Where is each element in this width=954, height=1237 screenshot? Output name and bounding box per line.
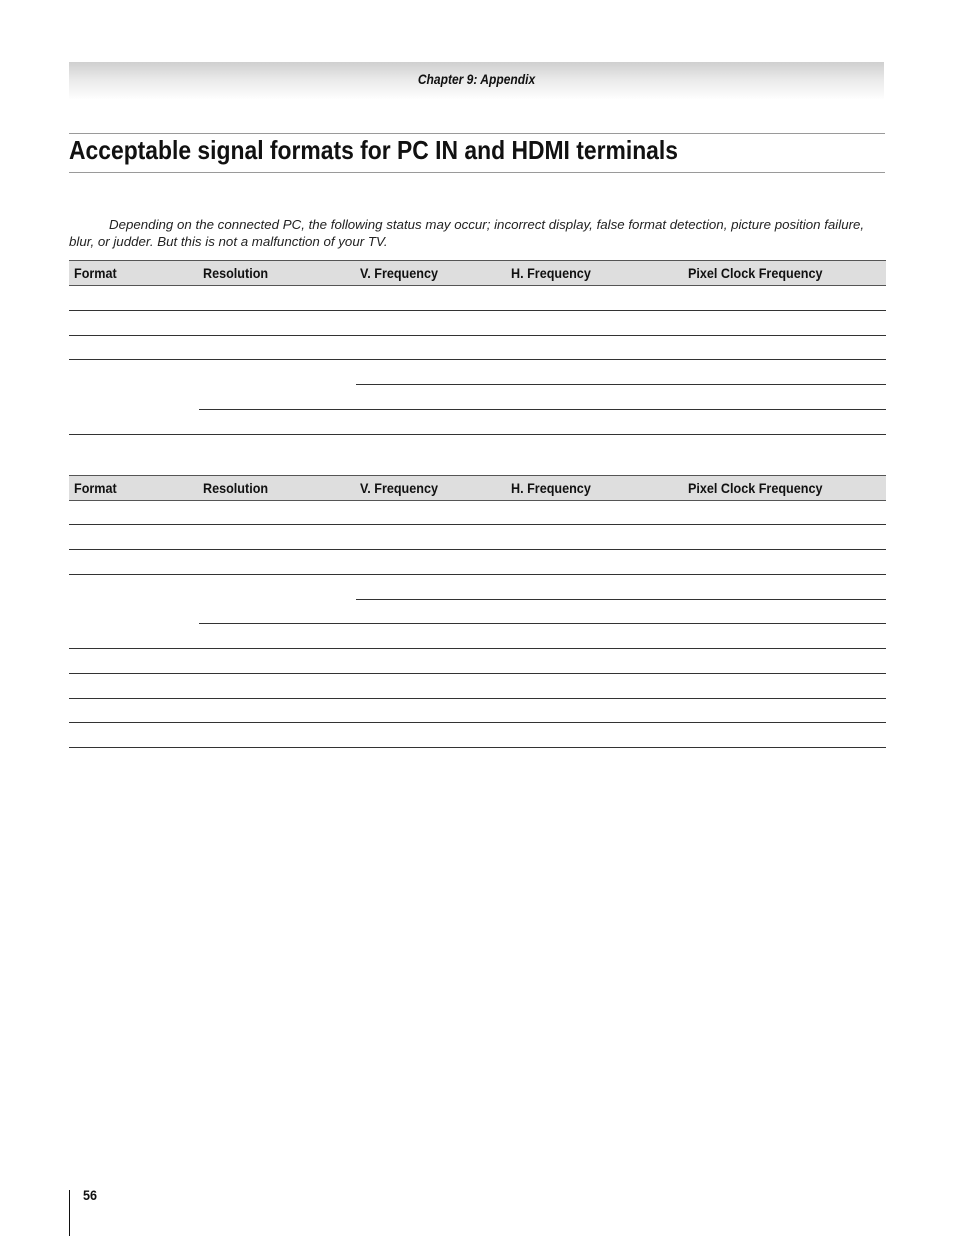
table-row-divider <box>69 434 886 435</box>
table-header-row <box>69 260 886 286</box>
title-rule-bottom <box>69 172 885 173</box>
table-row-divider <box>199 409 886 410</box>
col-format: Format <box>74 480 117 496</box>
table-header-row <box>69 475 886 501</box>
table-row-divider <box>356 599 886 600</box>
col-pixel-clock: Pixel Clock Frequency <box>688 265 823 281</box>
table-row-divider <box>69 335 886 336</box>
col-resolution: Resolution <box>203 265 269 281</box>
col-pixel-clock: Pixel Clock Frequency <box>688 480 823 496</box>
col-v-frequency: V. Frequency <box>360 480 438 496</box>
table-row-divider <box>69 574 886 575</box>
table-row-divider <box>69 698 886 699</box>
table-row-divider <box>69 524 886 525</box>
table-row-divider <box>199 623 886 624</box>
title-rule-top <box>69 133 885 134</box>
table-row-divider <box>356 384 886 385</box>
col-format: Format <box>74 265 117 281</box>
page-number: 56 <box>83 1187 98 1203</box>
table-row-divider <box>69 359 886 360</box>
page-title: Acceptable signal formats for PC IN and HDMI terminals <box>69 135 679 165</box>
chapter-header <box>69 62 884 100</box>
col-h-frequency: H. Frequency <box>511 265 591 281</box>
table-row-divider <box>69 549 886 550</box>
table-row-divider <box>69 722 886 723</box>
chapter-label: Chapter 9: Appendix <box>417 71 536 87</box>
note-text: Depending on the connected PC, the following status may occur; incorrect display, false format detection, picture position failure, blur, or judder. But this is not a malfunction of your TV. <box>69 217 865 249</box>
table-row-divider <box>69 310 886 311</box>
col-h-frequency: H. Frequency <box>511 480 591 496</box>
page-number-rule <box>69 1190 70 1236</box>
table-row-divider <box>69 648 886 649</box>
col-resolution: Resolution <box>203 480 269 496</box>
table-row-divider <box>69 747 886 748</box>
col-v-frequency: V. Frequency <box>360 265 438 281</box>
table-row-divider <box>69 673 886 674</box>
